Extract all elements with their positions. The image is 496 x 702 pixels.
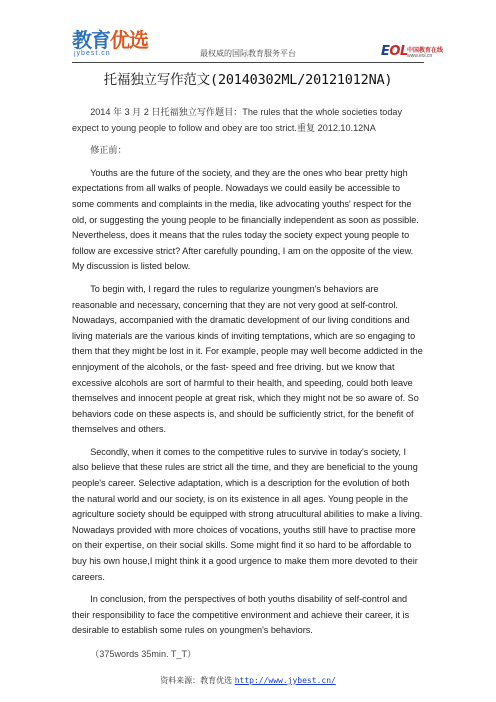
logo-brand-part2: 优选 [110,28,148,52]
document-title: 托福独立写作范文(20140302ML/20121012NA) [103,72,393,88]
essay-prompt: 2014 年 3 月 2 日托福独立写作题目：The rules that the whole societies today expect to young people to follow and obey are too strict.重复 2012.10.12NA [72,107,403,133]
header-divider [72,62,424,63]
essay-paragraph-2: To begin with, I regard the rules to regularize youngmen's behaviors are reasonable and necessary, concerning that they are not very good at self-control. Nowadays, accompanied with the dramatic development of our living conditions and living materials are the various kinds of inviting temptations, which are so engaging to them that they might be lost in it. For example, people may well become addicted in the ennjoyment of the alcohols, or the fast- speed and free driving. but we know that excessive alcohols are sort of harmful to their health, and speeding, could both leave themselves and innocent people at great risk, which they might not be so aware of. So behaviors code on these aspects is, and should be sufficiently strict, for the benefit of themselves and others. [72,283,423,435]
footer-source-link[interactable]: http://www.jybest.cn/ [234,676,336,685]
essay-paragraph-1: Youths are the future of the society, and they are the ones who bear pretty high expectations from all walks of people. Nowadays we could easily be accessible to some comments and complaints in the media, like advocating youths' respect for the old, or suggesting the young people to be financially independent as soon as possible. Nevertheless, does it means that the rules today the society expect young people to follow are excessive strict? After carefully pounding, I am on the opposite of the view. My discussion is listed below. [72,167,419,272]
eol-mark: EOL [381,44,408,59]
eol-name: 中国教育在线 [407,48,444,54]
eol-url: www.eol.cn [407,53,433,59]
revision-label: 修正前： [90,145,127,156]
document-body [72,105,424,663]
logo-brand-part1: 教育 [72,28,110,52]
essay-paragraph-4: In conclusion, from the perspectives of both youths disability of self-control and their responsibility to face the competitive environment and achieve their career, it is desirable to establish some rules on youngmen's behaviors. [72,594,410,636]
page-footer [0,675,496,686]
eol-mark-accent: E [381,44,390,59]
essay-paragraph-3: Secondly, when it comes to the competitive rules to survive in today's society, I also believe that these rules are strict all the time, and they are beneficial to the young people's career. Selective adaptation, which is a description for the evolution of both the natural world and our society, is on its existence in all ages. Young people in the agriculture society should be equipped with strong atrucultural abilities to make a living. Nowadays provided with more choices of vocations, youths still have to practise more on their expertise, on their social skills. Some might find it so hard to be affordable to buy his own house,I might think it a good urgence to make them more devoted to their careers. [72,446,423,582]
logo-domain: jybest.cn [74,50,111,57]
jybest-logo [72,30,148,58]
word-count: （375words 35min. T_T） [90,649,197,659]
header-slogan: 最权威的国际教育服务平台 [200,49,296,58]
footer-source-label: 资料来源：教育优选 [160,676,233,685]
page-header [0,0,496,70]
eol-logo [381,44,445,62]
